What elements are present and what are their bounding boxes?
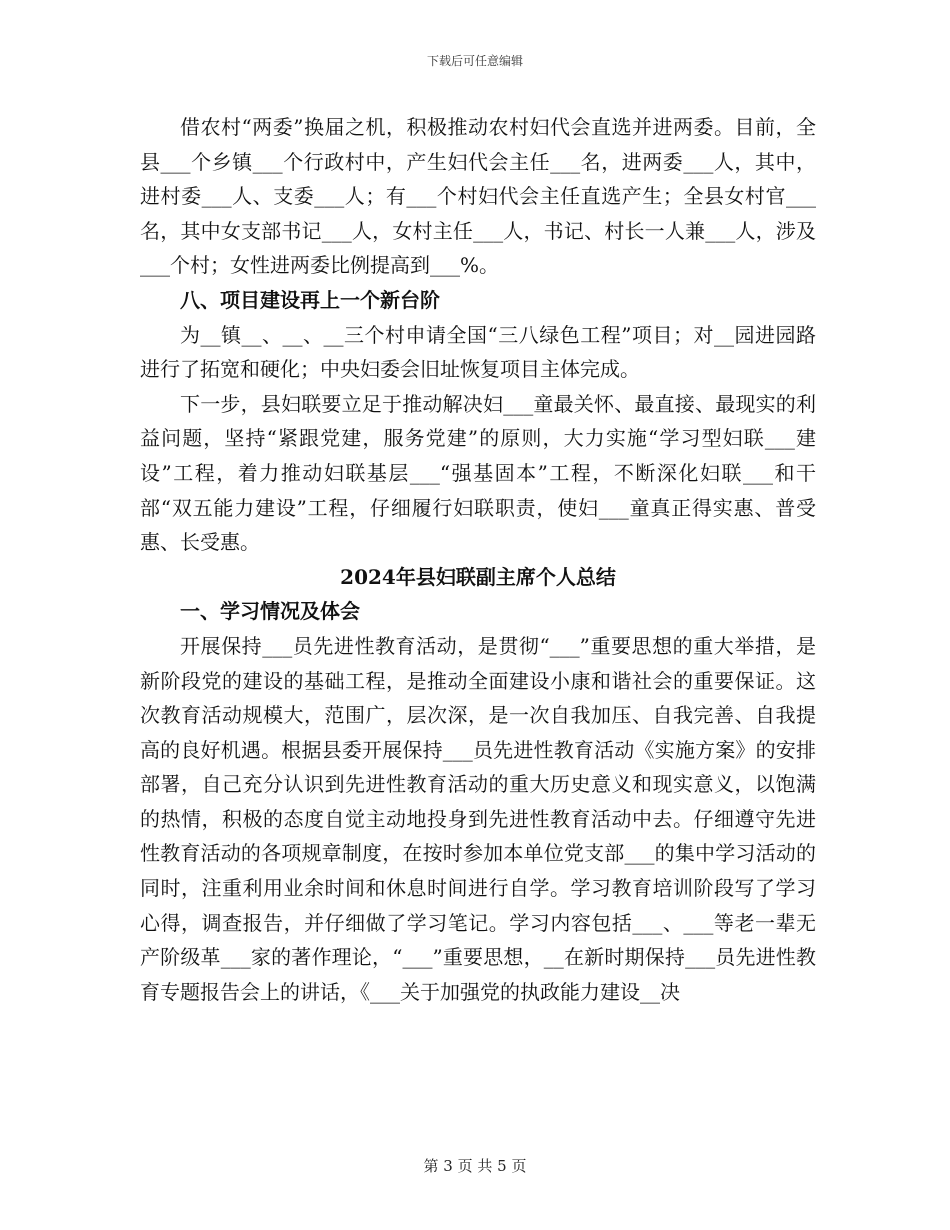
paragraph-green-project: 为__镇__、__、__三个村申请全国“三八绿色工程”项目；对__园进园路进行了拓宽和硬化；中央妇委会旧址恢复项目主体完成。 [140, 322, 816, 382]
document-title: 2024年县妇联副主席个人总结 [340, 564, 616, 589]
page-number-footer: 第 3 页 共 5 页 [423, 1157, 527, 1175]
section-heading-study: 一、学习情况及体会 [180, 599, 360, 624]
document-body [140, 110, 816, 1009]
page-header: 下载后可任意编辑 [426, 54, 523, 68]
section-heading-project-construction: 八、项目建设再上一个新台阶 [180, 287, 440, 312]
paragraph-next-steps: 下一步，县妇联要立足于推动解决妇___童最关怀、最直接、最现实的利益问题，坚持“紧跟党建，服务党建”的原则，大力实施“学习型妇联___建设”工程，着力推动妇联基层___“强基固本”工程，不断深化妇联___和干部“双五能力建设”工程，仔细履行妇联职责，使妇___童真正得实惠、普受惠、长受惠。 [140, 391, 816, 555]
paragraph-study-details: 开展保持___员先进性教育活动，是贯彻“___”重要思想的重大举措，是新阶段党的建设的基础工程，是推动全面建设小康和谐社会的重要保证。这次教育活动规模大，范围广，层次深，是一次自我加压、自我完善、自我提高的良好机遇。根据县委开展保持___员先进性教育活动《实施方案》的安排部署，自己充分认识到先进性教育活动的重大历史意义和现实意义，以饱满的热情，积极的态度自觉主动地投身到先进性教育活动中去。仔细遵守先进性教育活动的各项规章制度，在按时参加本单位党支部___的集中学习活动的同时，注重利用业余时间和休息时间进行自学。学习教育培训阶段写了学习心得，调查报告，并仔细做了学习笔记。学习内容包括___、___等老一辈无产阶级革___家的著作理论，“___”重要思想，__在新时期保持___员先进性教育专题报告会上的讲话，《___关于加强党的执政能力建设__决 [140, 633, 816, 1004]
paragraph-village-committee-election: 借农村“两委”换届之机，积极推动农村妇代会直选并进两委。目前，全县___个乡镇___个行政村中，产生妇代会主任___名，进两委___人，其中，进村委___人、支委___人；有___个村妇代会主任直选产生；全县女村官___名，其中女支部书记___人，女村主任___人，书记、村长一人兼___人，涉及___个村；女性进两委比例提高到___%。 [140, 115, 816, 278]
